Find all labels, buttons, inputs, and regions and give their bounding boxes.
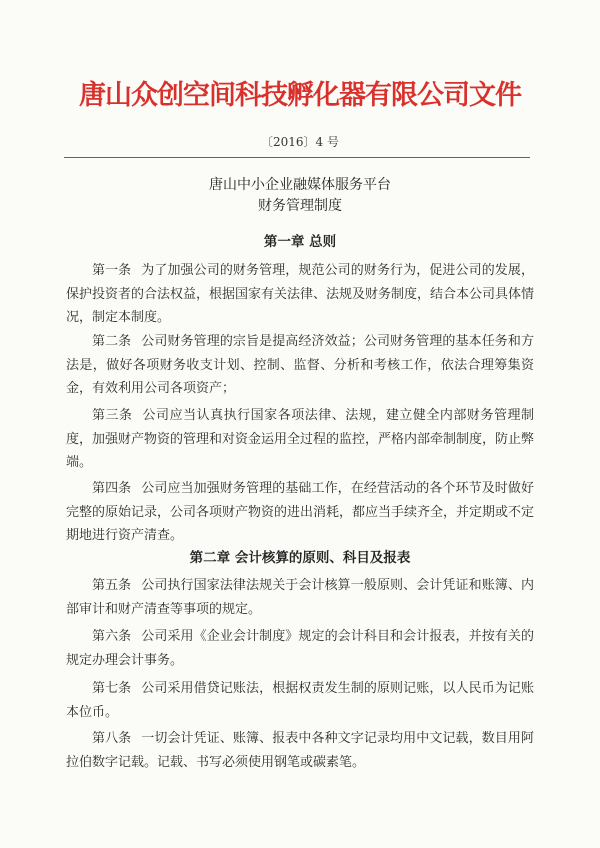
article-5: [66, 574, 534, 621]
article-text: 公司应当认真执行国家各项法律、法规，建立健全内部财务管理制度，加强财产物资的管理和对资金运用全过程的监控，严格内部牵制制度，防止弊端。: [66, 408, 535, 470]
article-text: 公司应当加强财务管理的基础工作，在经营活动的各个环节及时做好完整的原始记录，公司各项财产物资的进出消耗，都应当手续齐全，并定期或不定期地进行资产清查。: [66, 481, 535, 543]
article-text: 公司财务管理的宗旨是提高经济效益；公司财务管理的基本任务和方法是，做好各项财务收支计划、控制、监督、分析和考核工作，依法合理筹集资金，有效利用公司各项资产；: [66, 334, 534, 396]
article-label: 第七条: [92, 681, 132, 696]
document-subject-line2: 财务管理制度: [258, 198, 342, 214]
article-7: [66, 677, 534, 724]
article-label: 第二条: [92, 334, 132, 349]
article-text: 公司执行国家法律法规关于会计核算一般原则、会计凭证和账簿、内部审计和财产清查等事项的规定。: [66, 578, 534, 617]
article-1: [66, 259, 534, 330]
article-label: 第六条: [92, 629, 132, 644]
document-number: 〔2016〕4 号: [261, 135, 339, 149]
article-text: 为了加强公司的财务管理，规范公司的财务行为，促进公司的发展，保护投资者的合法权益，根据国家有关法律、法规及财务制度，结合本公司具体情况，制定本制度。: [66, 263, 535, 325]
article-label: 第一条: [92, 263, 132, 278]
article-text: 公司采用《企业会计制度》规定的会计科目和会计报表，并按有关的规定办理会计事务。: [66, 629, 534, 668]
article-text: 一切会计凭证、账簿、报表中各种文字记录均用中文记载，数目用阿拉伯数字记载。记载、书写必须使用钢笔或碳素笔。: [66, 731, 534, 770]
chapter-1-heading: 第一章 总则: [263, 234, 337, 250]
article-text: 公司采用借贷记账法，根据权责发生制的原则记账，以人民币为记账本位币。: [66, 681, 534, 720]
article-label: 第五条: [92, 578, 132, 593]
header-divider: [64, 157, 530, 158]
article-label: 第三条: [92, 408, 133, 423]
article-4: [66, 477, 534, 548]
article-6: [66, 625, 534, 672]
document-subject-line1: 唐山中小企业融媒体服务平台: [209, 177, 391, 193]
article-2: [66, 330, 534, 401]
article-8: [66, 727, 534, 774]
article-label: 第八条: [92, 731, 132, 746]
article-3: [66, 404, 534, 475]
article-label: 第四条: [92, 481, 132, 496]
document-issuer-title: 唐山众创空间科技孵化器有限公司文件: [79, 80, 521, 111]
chapter-2-heading: 第二章 会计核算的原则、科目及报表: [189, 550, 411, 566]
